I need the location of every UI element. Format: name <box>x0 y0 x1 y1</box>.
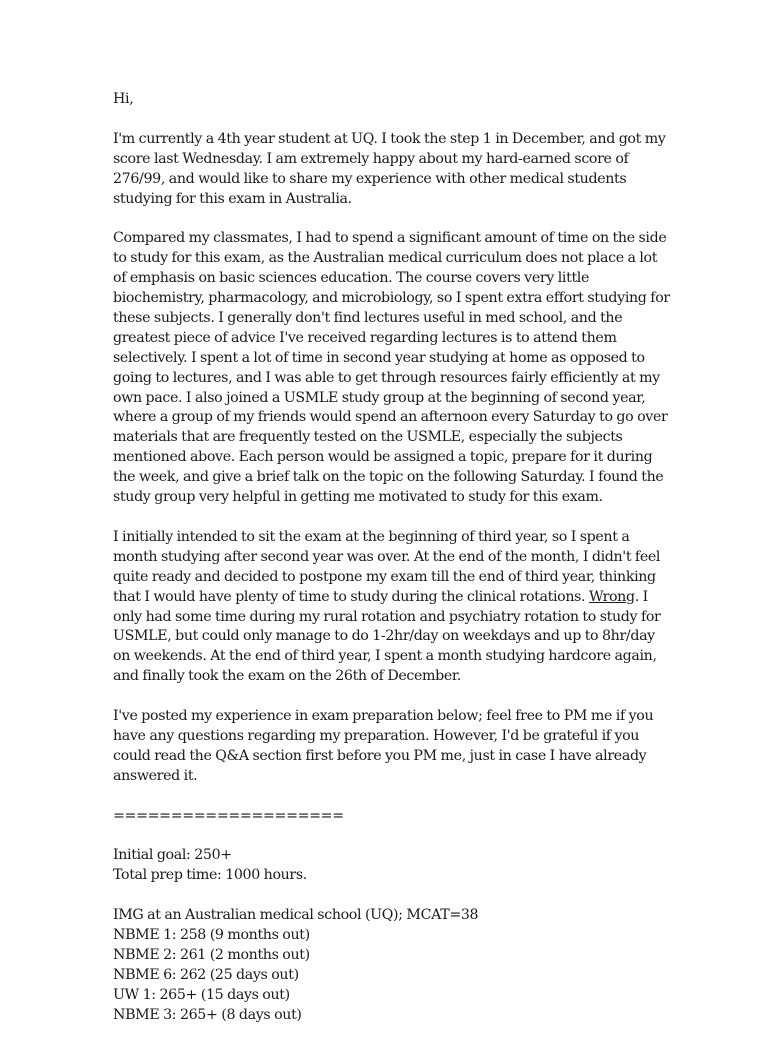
score-line: NBME 6: 262 (25 days out) <box>113 966 299 983</box>
score-line: IMG at an Australian medical school (UQ); MCAT=38 <box>113 907 479 924</box>
intro-paragraph: I'm currently a 4th year student at UQ. I took the step 1 in December, and got my score last Wednesday. I am extremely happy about my hard-earned score of 276/99, and would like to share my experience with other medical students studying for this exam in Australia. <box>113 130 666 207</box>
total-prep-time-line: Total prep time: 1000 hours. <box>113 867 307 884</box>
timeline-text-end: . I only had some time during my rural rotation and psychiatry rotation to study for USMLE, but could only manage to do 1-2hr/day on weekdays and up to 8hr/day on weekends. At the end of third year, I spent a month studying hardcore again, and finally took the exam on the 26th of December. <box>113 588 661 685</box>
timeline-text-start: I initially intended to sit the exam at the beginning of third year, so I spent a month studying after second year was over. At the end of the month, I didn't feel quite ready and decided to postpone my exam till the end of third year, thinking that I would have plenty of time to study during the clinical rotations. <box>113 528 661 605</box>
score-line: UW 1: 265+ (15 days out) <box>113 986 290 1003</box>
contact-paragraph: I've posted my experience in exam preparation below; feel free to PM me if you have any questions regarding my preparation. However, I'd be grateful if you could read the Q&A section first before you PM me, just in case I have already answered it. <box>113 708 654 784</box>
score-line: NBME 3: 265+ (8 days out) <box>113 1006 302 1023</box>
study-background-paragraph: Compared my classmates, I had to spend a significant amount of time on the side to study for this exam, as the Australian medical curriculum does not place a lot of emphasis on basic sciences education. The course covers very little biochemistry, pharmacology, and microbiology, so I spent extra effort studying for these subjects. I generally don't find lectures useful in med school, and the greatest piece of advice I've received regarding lectures is to attend them selectively. I spent a lot of time in second year studying at home as opposed to going to lectures, and I was able to get through resources fairly efficiently at my own pace. I also joined a USMLE study group at the beginning of second year, where a group of my friends would spend an afternoon every Saturday to go over materials that are frequently tested on the USMLE, especially the subjects mentioned above. Each person would be assigned a topic, prepare for it during the week, and give a brief talk on the topic on the following Saturday. I found the study group very helpful in getting me motivated to study for this exam. <box>113 230 670 506</box>
goals-block <box>113 846 673 886</box>
greeting: Hi, <box>113 91 134 107</box>
score-line: NBME 2: 261 (2 months out) <box>113 946 310 963</box>
scores-block <box>113 906 673 1025</box>
initial-goal-line: Initial goal: 250+ <box>113 847 232 864</box>
timeline-paragraph <box>113 528 673 687</box>
wrong-link[interactable]: Wrong <box>588 588 635 605</box>
score-line: NBME 1: 258 (9 months out) <box>113 926 310 943</box>
section-divider: ==================== <box>113 807 344 824</box>
document-body <box>113 90 673 1045</box>
